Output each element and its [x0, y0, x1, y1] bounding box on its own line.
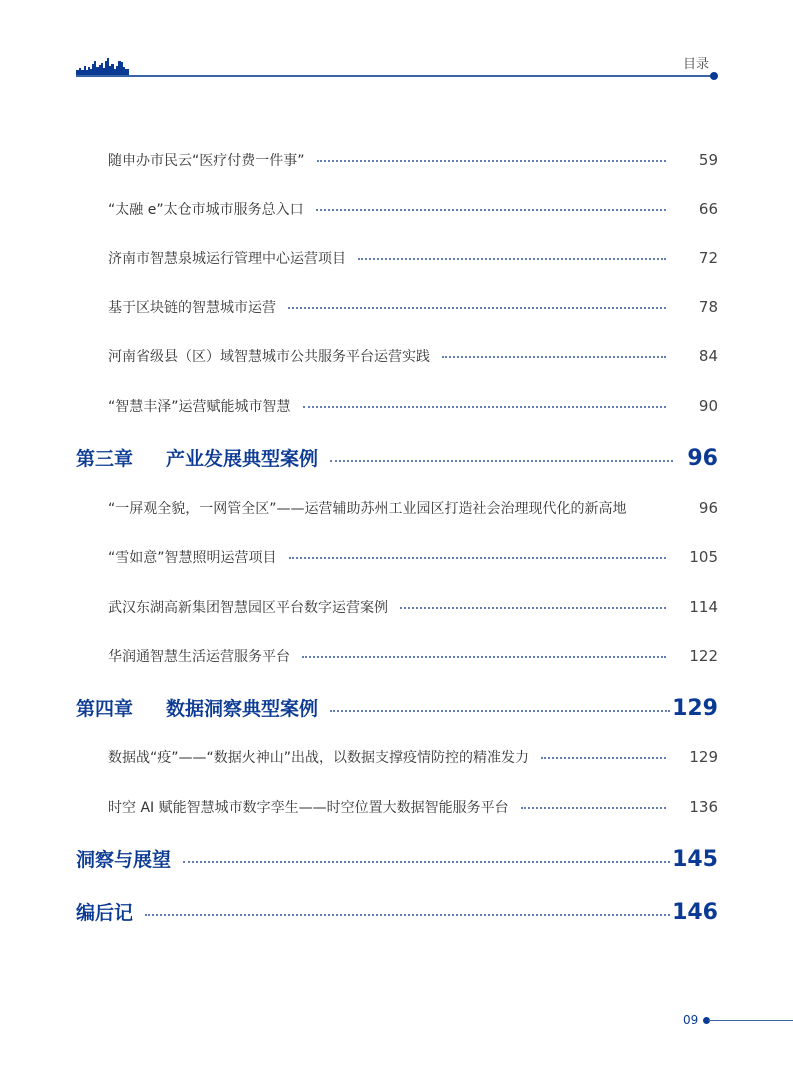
- toc-page-number: 72: [698, 249, 718, 267]
- dot-leader: [289, 557, 666, 559]
- toc-entry-title: “太融 e”太仓市城市服务总入口: [108, 202, 304, 218]
- toc-page-number: 78: [698, 298, 718, 316]
- toc-entry-title: “一屏观全貌，一网管全区”——运营辅助苏州工业园区打造社会治理现代化的新高地: [108, 501, 627, 517]
- toc-entry[interactable]: [108, 547, 718, 567]
- footer-rule: [708, 1020, 793, 1021]
- toc-chapter-entry[interactable]: [76, 444, 718, 471]
- toc-page-number: 66: [698, 200, 718, 218]
- dot-leader: [521, 807, 666, 809]
- dot-leader: [442, 356, 666, 358]
- toc-page-number: 145: [672, 847, 718, 872]
- toc-chapter-entry[interactable]: [76, 694, 718, 721]
- toc-entry-title: 武汉东湖高新集团智慧园区平台数字运营案例: [108, 600, 388, 616]
- dot-leader: [330, 710, 670, 712]
- toc-entry[interactable]: [108, 346, 718, 366]
- toc-entry-title: “智慧丰泽”运营赋能城市智慧: [108, 399, 291, 415]
- toc-entry-title: 华润通智慧生活运营服务平台: [108, 649, 290, 665]
- toc-entry-title: 河南省级县（区）域智慧城市公共服务平台运营实践: [108, 349, 430, 365]
- toc-entry-title: “雪如意”智慧照明运营项目: [108, 550, 277, 566]
- dot-leader: [330, 460, 673, 462]
- page-title: 目录: [683, 57, 710, 72]
- toc-page-number: 59: [698, 151, 718, 169]
- toc-page-number: 105: [689, 548, 718, 566]
- dot-leader: [316, 209, 666, 211]
- chapter-number: 第四章: [76, 698, 134, 720]
- toc-entry-title: 洞察与展望: [76, 849, 172, 871]
- toc-chapter-entry[interactable]: [76, 898, 718, 925]
- toc-entry-title: 数据战“疫”——“数据火神山”出战，以数据支撑疫情防控的精准发力: [108, 750, 530, 766]
- page-number: 09: [683, 1013, 699, 1027]
- chapter-number: 第三章: [76, 448, 134, 470]
- toc-entry[interactable]: [108, 597, 718, 617]
- toc-page-number: 90: [698, 397, 718, 415]
- toc-entry-title: 数据洞察典型案例: [166, 698, 319, 720]
- dot-leader: [183, 861, 670, 863]
- toc-entry[interactable]: [108, 248, 718, 268]
- toc-entry[interactable]: [108, 797, 718, 817]
- dot-leader: [541, 757, 666, 759]
- toc-entry[interactable]: [108, 199, 718, 219]
- toc-entry[interactable]: [108, 297, 718, 317]
- toc-page-number: 129: [689, 748, 718, 766]
- dot-leader: [302, 656, 666, 658]
- toc-page-number: 84: [698, 347, 718, 365]
- city-skyline-icon: [76, 55, 150, 75]
- header-rule: [76, 75, 716, 77]
- toc-entry[interactable]: [108, 498, 718, 518]
- toc-page-number: 122: [689, 647, 718, 665]
- toc-entry[interactable]: [108, 396, 718, 416]
- toc-entry[interactable]: [108, 747, 718, 767]
- toc-entry-title: 随申办市民云“医疗付费一件事”: [108, 153, 305, 169]
- dot-leader: [317, 160, 666, 162]
- toc-page-number: 96: [698, 499, 718, 517]
- toc-page-number: 114: [689, 598, 718, 616]
- toc-page-number: 96: [687, 446, 718, 471]
- toc-page-number: 129: [672, 696, 718, 721]
- header-dot: [710, 72, 718, 80]
- toc-page-number: 136: [689, 798, 718, 816]
- dot-leader: [288, 307, 666, 309]
- dot-leader: [400, 607, 666, 609]
- dot-leader: [303, 406, 666, 408]
- toc-entry[interactable]: [108, 646, 718, 666]
- dot-leader: [358, 258, 666, 260]
- toc-entry-title: 编后记: [76, 902, 134, 924]
- toc-entry-title: 产业发展典型案例: [166, 448, 319, 470]
- toc-page-number: 146: [672, 900, 718, 925]
- toc-entry[interactable]: [108, 150, 718, 170]
- toc-entry-title: 济南市智慧泉城运行管理中心运营项目: [108, 251, 346, 267]
- toc-entry-title: 时空 AI 赋能智慧城市数字孪生——时空位置大数据智能服务平台: [108, 800, 509, 816]
- toc-entry-title: 基于区块链的智慧城市运营: [108, 300, 276, 316]
- dot-leader: [145, 914, 670, 916]
- toc-chapter-entry[interactable]: [76, 845, 718, 872]
